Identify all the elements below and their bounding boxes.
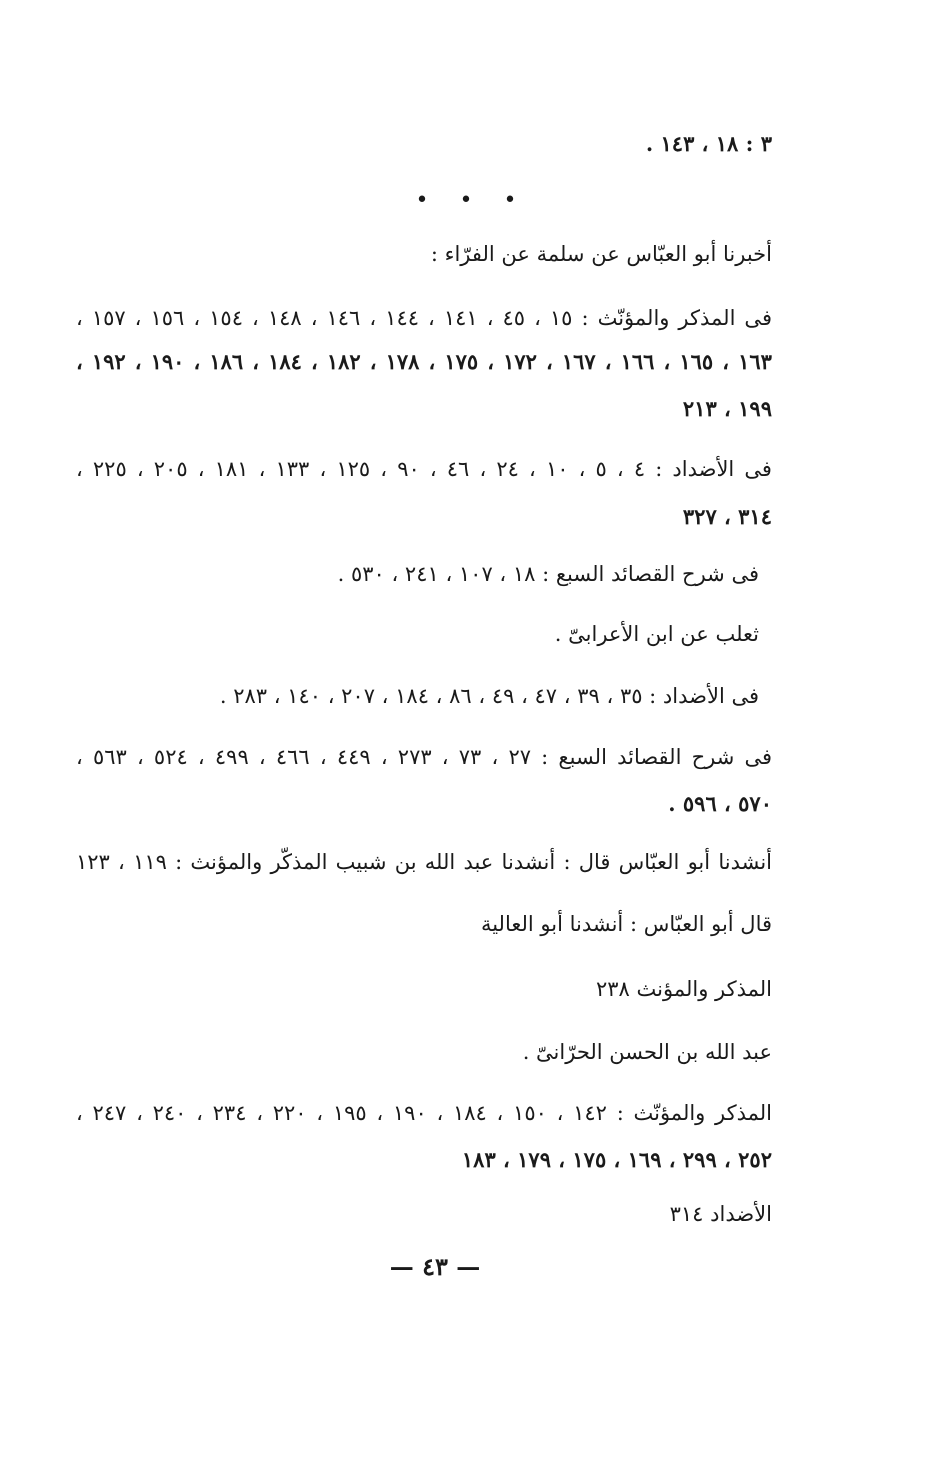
text-line-3: ١٦٣ ، ١٦٥ ، ١٦٦ ، ١٦٧ ، ١٧٢ ، ١٧٥ ، ١٧٨ ، ١٨٢ ، ١٨٤ ، ١٨٦ ، ١٩٠ ، ١٩٢ ،: [76, 349, 772, 374]
text-line-5: فى الأضداد : ٤ ، ٥ ، ١٠ ، ٢٤ ، ٤٦ ، ٩٠ ، ١٢٥ ، ١٣٣ ، ١٨١ ، ٢٠٥ ، ٢٢٥ ،: [76, 457, 772, 481]
text-line-18: الأضداد ٣١٤: [669, 1202, 772, 1226]
text-line-10: فى شرح القصائد السبع : ٢٧ ، ٧٣ ، ٢٧٣ ، ٤٤٩ ، ٤٦٦ ، ٤٩٩ ، ٥٢٤ ، ٥٦٣ ،: [76, 745, 773, 769]
text-line-13: قال أبو العبّاس : أنشدنا أبو العالية: [480, 912, 772, 936]
text-line-2: فى المذكر والمؤنّث : ١٥ ، ٤٥ ، ١٤١ ، ١٤٤ ، ١٤٦ ، ١٤٨ ، ١٥٤ ، ١٥٦ ، ١٥٧ ،: [76, 306, 772, 330]
text-line-11: ٥٧٠ ، ٥٩٦ .: [668, 791, 772, 816]
text-line-14: المذكر والمؤنث ٢٣٨: [595, 977, 772, 1001]
text-line-4: ١٩٩ ، ٢١٣: [682, 396, 772, 421]
text-line-8: ثعلب عن ابن الأعرابىّ .: [554, 622, 759, 646]
section-separator: • • •: [415, 188, 529, 213]
text-line-16: المذكر والمؤنّث : ١٤٢ ، ١٥٠ ، ١٨٤ ، ١٩٠ ، ١٩٥ ، ٢٢٠ ، ٢٣٤ ، ٢٤٠ ، ٢٤٧ ،: [76, 1101, 773, 1125]
text-line-1: أخبرنا أبو العبّاس عن سلمة عن الفرّاء :: [430, 242, 772, 266]
text-line-9: فى الأضداد : ٣٥ ، ٣٩ ، ٤٧ ، ٤٩ ، ٨٦ ، ١٨٤ ، ٢٠٧ ، ١٤٠ ، ٢٨٣ .: [219, 684, 759, 708]
text-line-15: عبد الله بن الحسن الحرّانىّ .: [522, 1040, 772, 1064]
text-line-12: أنشدنا أبو العبّاس قال : أنشدنا عبد الله بن شبيب المذكّر والمؤنث : ١١٩ ، ١٢٣: [76, 850, 773, 874]
page-number: — ٤٣ —: [389, 1252, 481, 1281]
top-reference-line: ٣ : ١٨ ، ١٤٣ .: [645, 131, 772, 156]
text-line-6: ٣١٤ ، ٣٢٧: [682, 504, 772, 529]
text-line-17: ٢٥٢ ، ٢٩٩ ، ١٦٩ ، ١٧٥ ، ١٧٩ ، ١٨٣: [461, 1147, 772, 1172]
text-line-7: فى شرح القصائد السبع : ١٨ ، ١٠٧ ، ٢٤١ ، ٥٣٠ .: [337, 562, 759, 586]
